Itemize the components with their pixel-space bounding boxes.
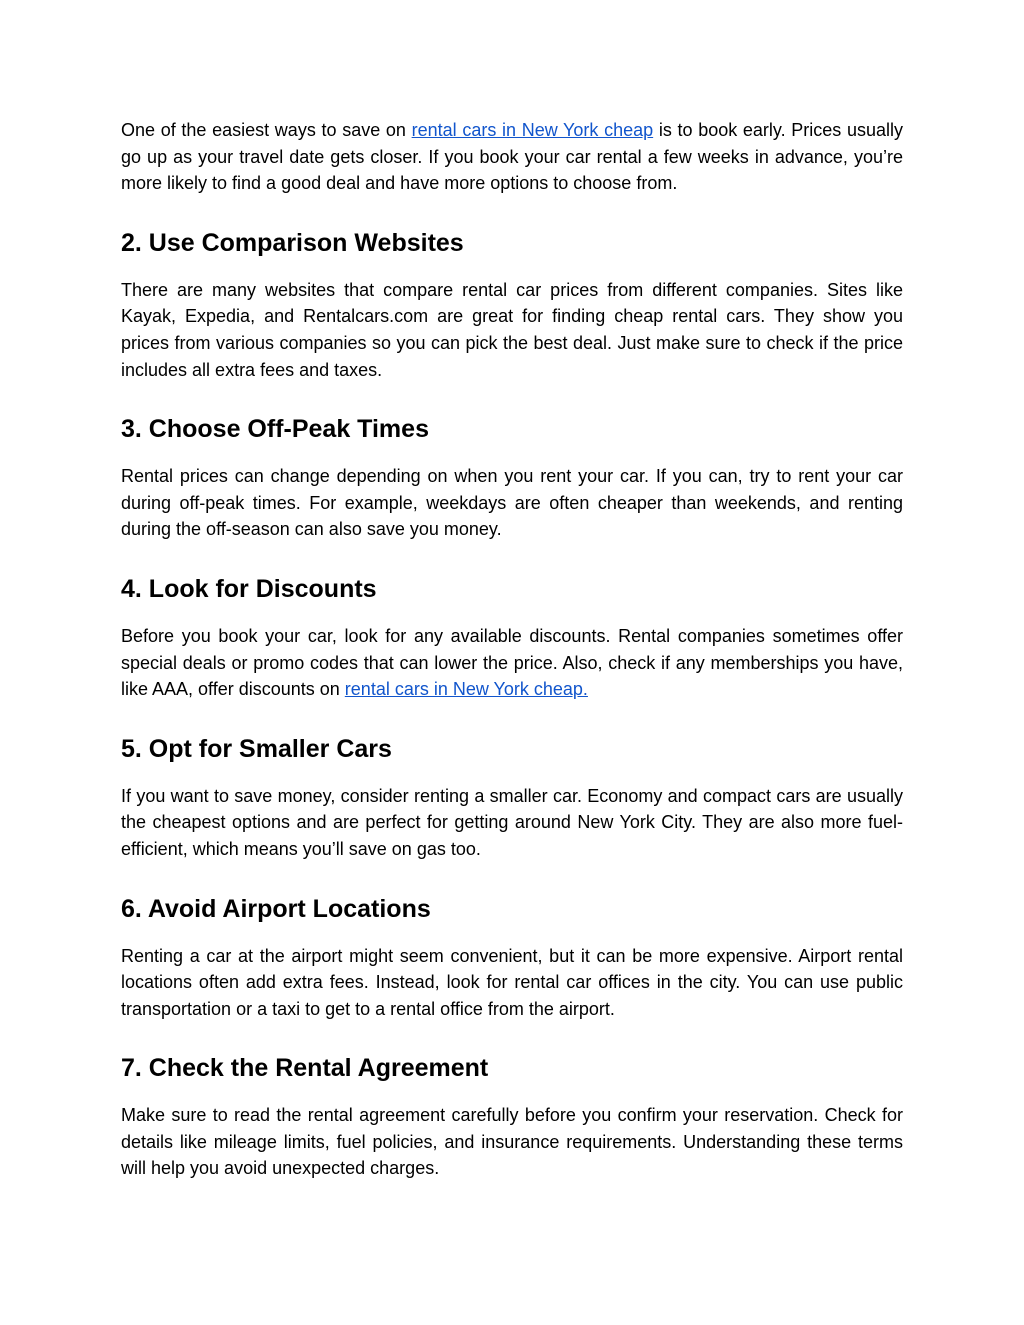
document-page (121, 117, 903, 1182)
section-body-off-peak-times: Rental prices can change depending on when you rent your car. If you can, try to rent your car during off-peak times. For example, weekdays are often cheaper than weekends, and renting during the off-season can also save you money. (121, 466, 903, 540)
rental-cars-link[interactable]: rental cars in New York cheap (411, 120, 654, 140)
section-heading-discounts: 4. Look for Discounts (121, 574, 377, 603)
section-body-discounts (121, 623, 903, 703)
section-heading-comparison-websites: 2. Use Comparison Websites (121, 228, 464, 257)
section-heading-off-peak-times: 3. Choose Off-Peak Times (121, 415, 429, 444)
section-heading-smaller-cars: 5. Opt for Smaller Cars (121, 734, 392, 763)
section-body-airport-locations: Renting a car at the airport might seem convenient, but it can be more expensive. Airport rental locations often add extra fees. Instead, look for rental car offices in the city. You can use public transportation or a taxi to get to a rental office from the airport. (121, 945, 903, 1019)
intro-paragraph (121, 117, 903, 197)
section-body-smaller-cars: If you want to save money, consider renting a smaller car. Economy and compact cars are usually the cheapest options and are perfect for getting around New York City. They are also more fuel-efficient, which means you’ll save on gas too. (121, 785, 903, 859)
section-body-comparison-websites: There are many websites that compare rental car prices from different companies. Sites like Kayak, Expedia, and Rentalcars.com are great for finding cheap rental cars. They show you prices from various companies so you can pick the best deal. Just make sure to check if the price includes all extra fees and taxes. (121, 279, 903, 380)
discounts-text-before-link: Before you book your car, look for any available discounts. Rental companies sometimes offer special deals or promo codes that can lower the price. Also, check if any memberships you have, like AAA, offer discounts on (121, 625, 903, 700)
section-heading-rental-agreement: 7. Check the Rental Agreement (121, 1054, 489, 1083)
intro-text-after-link: is to book early. Prices usually go up as your travel date gets closer. If you book your car rental a few weeks in advance, you’re more likely to find a good deal and have more options to choose from. (121, 120, 903, 194)
rental-cars-link-2[interactable]: rental cars in New York cheap. (344, 679, 588, 700)
section-heading-airport-locations: 6. Avoid Airport Locations (121, 894, 431, 923)
section-body-rental-agreement: Make sure to read the rental agreement carefully before you confirm your reservation. Check for details like mileage limits, fuel policies, and insurance requirements. Understanding these terms will help you avoid unexpected charges. (121, 1105, 903, 1179)
intro-text-before-link: One of the easiest ways to save on (121, 120, 412, 140)
